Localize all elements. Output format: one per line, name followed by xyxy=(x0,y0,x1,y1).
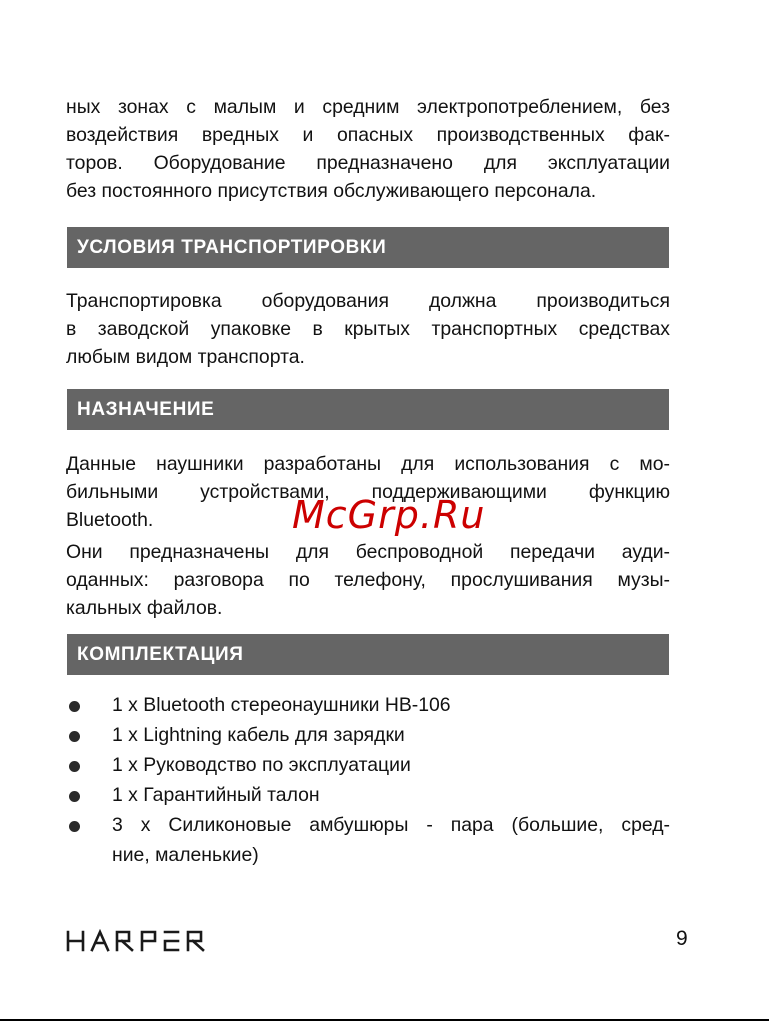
list-item-text: 3 x Силиконовые амбушюры - пара (большие, сред- xyxy=(112,814,670,836)
list-item-text: 1 x Руководство по эксплуатации xyxy=(112,754,411,776)
intro-line: ных зонах с малым и средним электропотреблением, без xyxy=(66,96,670,118)
transport-line: любым видом транспорта. xyxy=(66,346,305,368)
list-item-text: 1 x Bluetooth стереонаушники HB-106 xyxy=(112,694,451,716)
transport-line: в заводской упаковке в крытых транспортных средствах xyxy=(66,318,670,340)
intro-paragraph xyxy=(66,93,670,205)
intro-line: торов. Оборудование предназначено для эксплуатации xyxy=(66,152,670,174)
purpose-heading: НАЗНАЧЕНИЕ xyxy=(67,389,669,430)
list-item xyxy=(66,780,670,810)
list-item xyxy=(66,690,670,720)
list-item-text: 1 x Lightning кабель для зарядки xyxy=(112,724,405,746)
intro-line: без постоянного присутствия обслуживающего персонала. xyxy=(66,180,597,202)
transport-paragraph xyxy=(66,287,670,371)
bullet-icon xyxy=(69,731,80,742)
transport-line: Транспортировка оборудования должна производиться xyxy=(66,290,670,312)
purpose-line: Данные наушники разработаны для использования с мо- xyxy=(66,453,670,475)
purpose-line: Bluetooth. xyxy=(66,509,154,531)
purpose-line: Они предназначены для беспроводной передачи ауди- xyxy=(66,541,670,563)
list-item xyxy=(66,750,670,780)
list-item-text: 1 x Гарантийный талон xyxy=(112,784,320,806)
purpose-line: оданных: разговора по телефону, прослушивания музы- xyxy=(66,569,670,591)
purpose-paragraph-2 xyxy=(66,538,670,622)
bullet-icon xyxy=(69,821,80,832)
watermark-text: McGrp.Ru xyxy=(292,493,486,537)
bullet-icon xyxy=(69,761,80,772)
bullet-icon xyxy=(69,701,80,712)
contents-list xyxy=(66,690,670,870)
contents-heading: КОМПЛЕКТАЦИЯ xyxy=(67,634,669,675)
harper-logo xyxy=(66,929,226,953)
list-item xyxy=(66,810,670,870)
list-item-text: ние, маленькие) xyxy=(112,844,259,866)
list-item xyxy=(66,720,670,750)
transport-heading: УСЛОВИЯ ТРАНСПОРТИРОВКИ xyxy=(67,227,669,268)
purpose-line: бильными устройствами, поддерживающими функцию xyxy=(66,481,670,503)
intro-line: воздействия вредных и опасных производственных фак- xyxy=(66,124,670,146)
purpose-line: кальных файлов. xyxy=(66,597,223,619)
bullet-icon xyxy=(69,791,80,802)
page-number: 9 xyxy=(676,927,688,950)
